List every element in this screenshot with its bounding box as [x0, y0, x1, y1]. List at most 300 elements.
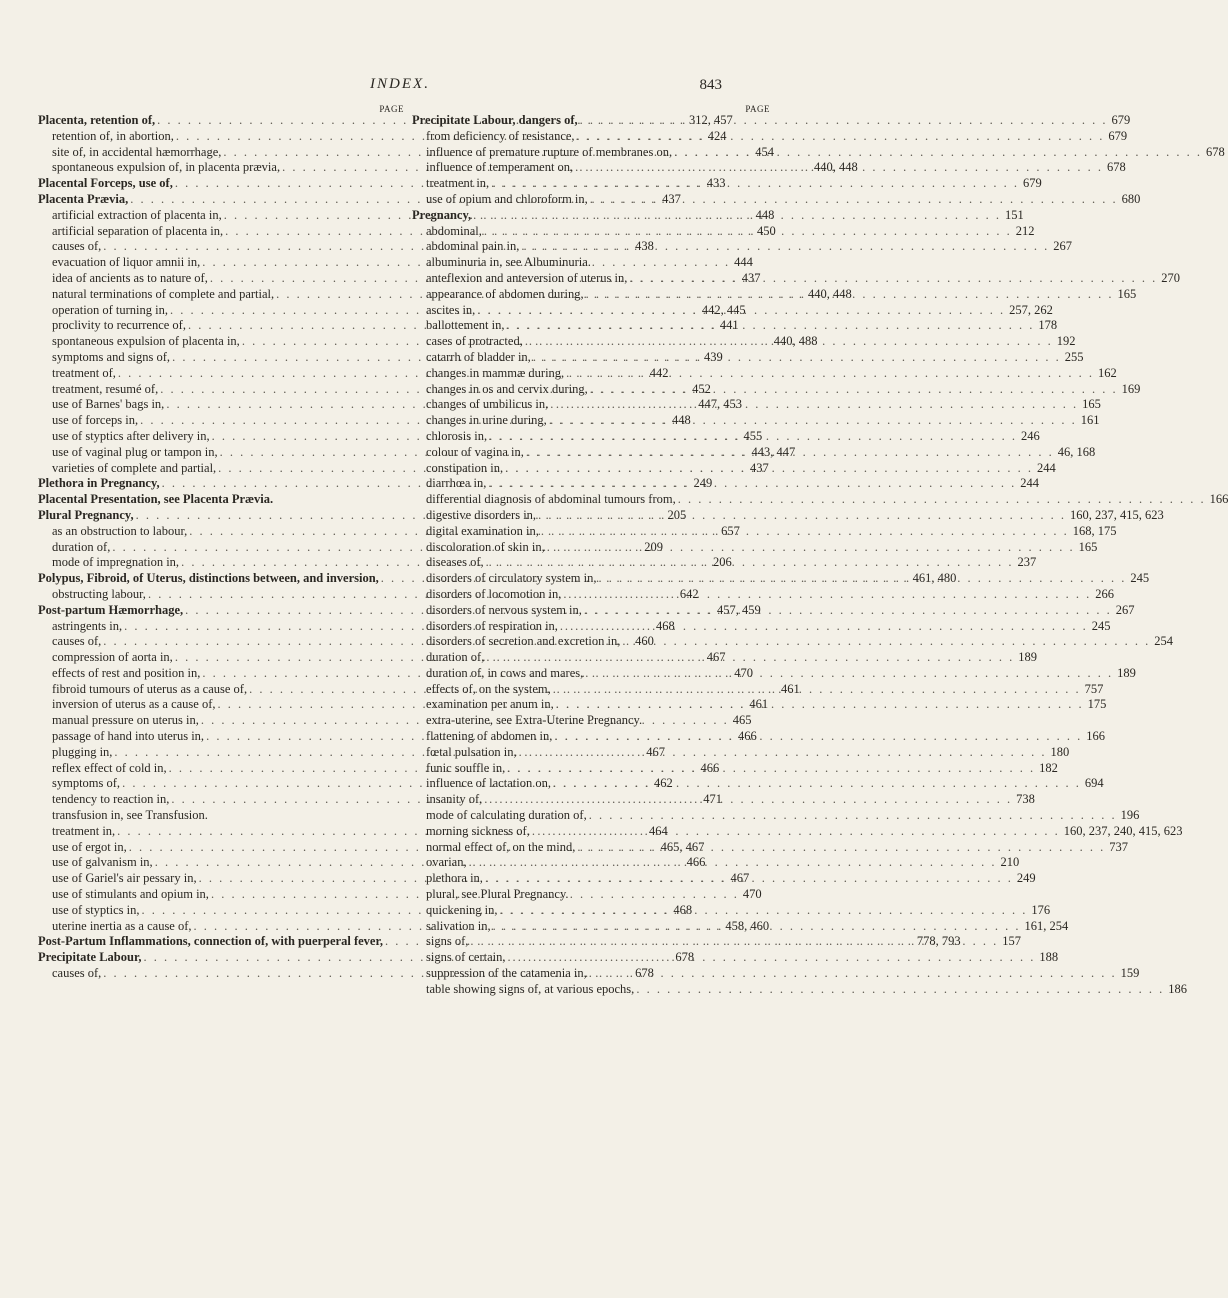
entry-text: examination per anum in,	[426, 697, 554, 712]
entry-text: diarrhœa in,	[426, 476, 487, 491]
leader-dots	[634, 982, 1166, 998]
index-entry	[412, 792, 1035, 808]
leader-dots	[475, 303, 1007, 319]
entry-page-ref: 438	[635, 239, 654, 254]
entry-page-ref: 205	[667, 507, 687, 522]
entry-text: artificial extraction of placenta in,	[52, 207, 222, 222]
entry-page-ref: 165	[1117, 286, 1137, 301]
entry-text: plugging in,	[52, 744, 113, 759]
entry-text: passage of hand into uterus in,	[52, 729, 205, 744]
index-entry	[412, 223, 1035, 240]
entry-page-ref: 267	[1053, 239, 1073, 254]
index-entry	[412, 413, 1100, 429]
entry-text: anteflexion and anteversion of uterus in,	[426, 270, 628, 285]
entry-text: diseases of,	[426, 555, 484, 570]
entry-text: abdominal,	[426, 223, 482, 238]
entry-text: disorders of locomotion in,	[426, 586, 562, 601]
leader-dots	[672, 145, 1204, 161]
entry-page-ref: 464	[649, 823, 668, 838]
leader-dots	[524, 445, 1056, 461]
entry-text: fœtal pulsation in,	[426, 744, 517, 759]
leader-dots	[491, 919, 1023, 935]
leader-dots	[471, 208, 1003, 224]
entry-text: ascites in,	[426, 302, 476, 317]
entry-text: reflex effect of cold in,	[52, 760, 167, 775]
entry-text: Precipitate Labour, dangers of,	[412, 113, 578, 127]
leader-dots	[582, 603, 1114, 619]
entry-text: digital examination in,	[426, 523, 539, 538]
entry-text: tendency to reaction in,	[52, 792, 170, 807]
entry-page-ref: 166	[1086, 729, 1105, 744]
entry-text: effects of rest and position in,	[52, 665, 201, 680]
entry-text: signs of,	[426, 934, 469, 949]
entry-text: plethora in,	[426, 871, 483, 886]
index-entry	[412, 760, 1058, 777]
entry-page-ref: 738	[1016, 792, 1035, 807]
entry-text: symptoms and signs of,	[52, 349, 171, 364]
entry-page-ref: 267	[1115, 602, 1135, 617]
leader-dots	[505, 761, 1037, 777]
entry-page-ref: 161	[1080, 413, 1100, 428]
entry-page-ref: 196	[1120, 808, 1140, 823]
entry-text: Post-partum Hæmorrhage,	[38, 602, 184, 617]
entry-text: use of styptics after delivery in,	[52, 428, 210, 443]
entry-text: changes in mammæ during,	[426, 365, 565, 380]
entry-page-ref: 312, 457	[688, 113, 733, 127]
entry-page-ref: 151	[1005, 207, 1024, 222]
entry-text: treatment in,	[426, 176, 490, 191]
entry-page-ref: 452	[692, 381, 711, 396]
entry-page-ref: 157	[1002, 934, 1021, 949]
index-entry	[412, 966, 1140, 982]
entry-page-ref: 680	[1121, 191, 1141, 206]
entry-page-ref: 657	[721, 523, 740, 538]
entry-text: inversion of uterus as a cause of,	[52, 697, 216, 712]
index-entry	[412, 191, 1141, 208]
entry-page-ref: 237	[1017, 555, 1037, 570]
leader-dots	[467, 855, 999, 871]
entry-text: cases of protracted,	[426, 334, 523, 349]
entry-page-ref: 182	[1039, 760, 1058, 775]
entry-text: influence of temperament on,	[426, 160, 574, 175]
index-entry	[412, 729, 1105, 745]
entry-page-ref: 462	[653, 776, 673, 791]
entry-text: disorders of circulatory system in,	[426, 571, 597, 586]
entry-text: Placental Forceps, use of,	[38, 176, 173, 191]
entry-page-ref: 440, 448	[813, 160, 858, 175]
entry-page-ref: 737	[1109, 839, 1129, 854]
entry-text: insanity of,	[426, 792, 483, 807]
entry-text: obstructing labour,	[52, 586, 146, 601]
entry-page-ref: 175	[1087, 697, 1107, 712]
entry-page-ref: 442, 445	[701, 302, 746, 317]
entry-page-ref: 461, 480	[912, 571, 957, 586]
entry-text: spontaneous expulsion of placenta in,	[52, 334, 240, 349]
leader-dots	[523, 334, 1055, 350]
entry-page-ref: 244	[1036, 460, 1056, 475]
leader-dots	[620, 634, 1152, 650]
entry-page-ref: 437	[750, 460, 769, 475]
entry-text: discoloration of skin in,	[426, 539, 545, 554]
entry-text: Placenta Prævia,	[38, 191, 129, 206]
entry-page-ref: 166	[1209, 492, 1228, 507]
index-entry	[412, 776, 1104, 792]
entry-text: influence of premature rupture of membranes on,	[426, 144, 673, 159]
entry-text: table showing signs of, at various epochs,	[426, 981, 635, 996]
entry-text: site of, in accidental hæmorrhage,	[52, 144, 222, 159]
entry-page-ref: 249	[1016, 871, 1036, 886]
index-entry	[412, 144, 1225, 161]
leader-dots	[536, 508, 1068, 524]
index-entry	[38, 492, 404, 508]
leader-dots	[548, 397, 1080, 413]
index-entry	[412, 918, 1069, 935]
entry-text: transfusion in, see Transfusion.	[52, 808, 208, 823]
entry-page-ref: 176	[1031, 902, 1051, 917]
entry-text: Plural Pregnancy,	[38, 507, 134, 522]
index-entry	[412, 744, 1070, 761]
entry-page-ref: 457, 459	[717, 602, 761, 617]
entry-text: signs of certain,	[426, 950, 506, 965]
entry-text: extra-uterine, see Extra-Uterine Pregnancy.	[426, 713, 643, 728]
entry-page-ref: 424	[707, 128, 727, 143]
entry-page-ref: 467	[730, 871, 750, 886]
entry-page-ref: 168, 175	[1072, 523, 1117, 538]
leader-dots	[578, 113, 1110, 129]
entry-page-ref: 159	[1120, 966, 1140, 981]
entry-page-ref: 443, 447	[751, 444, 796, 459]
leader-dots	[519, 239, 1051, 255]
entry-text: uterine inertia as a cause of,	[52, 918, 192, 933]
leader-dots	[545, 540, 1077, 556]
entry-text: retention of, in abortion,	[52, 128, 174, 143]
entry-text: flattening of abdomen in,	[426, 729, 553, 744]
entry-text: changes in urine during,	[426, 413, 547, 428]
entry-text: causes of,	[52, 239, 102, 254]
leader-dots	[503, 461, 1035, 477]
leader-dots	[588, 192, 1120, 208]
entry-text: chlorosis in,	[426, 428, 488, 443]
leader-dots	[486, 476, 1018, 492]
index-entry	[412, 428, 1040, 445]
entry-text: manual pressure on uterus in,	[52, 713, 199, 728]
entry-page-ref: 437	[741, 270, 761, 285]
entry-page-ref: 642	[679, 586, 699, 601]
entry-page-ref: 46, 168	[1057, 444, 1096, 459]
index-entry	[412, 492, 1228, 508]
entry-text: quickening in,	[426, 902, 498, 917]
index-entry	[38, 808, 404, 824]
entry-page-ref: 678	[635, 966, 654, 981]
leader-dots	[627, 271, 1159, 287]
index-entry	[412, 823, 1183, 840]
entry-page-ref: 678	[1205, 144, 1225, 159]
entry-page-ref: 266	[1095, 586, 1115, 601]
entry-page-ref: 466	[686, 855, 706, 870]
entry-text: Precipitate Labour,	[38, 950, 142, 965]
leader-dots	[587, 808, 1119, 824]
entry-page-ref: 448	[755, 207, 775, 222]
index-entry	[412, 270, 1180, 287]
entry-text: as an obstruction to labour,	[52, 523, 188, 538]
index-entry	[412, 602, 1135, 619]
leader-dots	[564, 366, 1096, 382]
entry-text: ovarian,	[426, 855, 467, 870]
entry-page-ref: 679	[1111, 113, 1131, 127]
leader-dots	[552, 729, 1084, 745]
entry-text: ballottement in,	[426, 318, 505, 333]
index-entry	[412, 397, 1101, 413]
entry-text: disorders of respiration in,	[426, 618, 558, 633]
entry-text: Pregnancy,	[412, 207, 472, 222]
entry-text: funic souffle in,	[426, 760, 506, 775]
entry-text: digestive disorders in,	[426, 507, 537, 522]
leader-dots	[573, 160, 1105, 176]
entry-text: treatment, resumé of,	[52, 381, 159, 396]
entry-page-ref: 455	[743, 428, 763, 443]
entry-text: albuminuria in, see Albuminuria.	[426, 255, 591, 270]
entry-page-ref: 450	[756, 223, 776, 238]
entry-text: causes of,	[52, 966, 102, 981]
leader-dots	[530, 824, 1062, 840]
index-entry	[412, 318, 1058, 334]
entry-text: Placental Presentation, see Placenta Prævia.	[38, 492, 274, 507]
entry-page-ref: 244	[1020, 476, 1040, 491]
entry-text: Post-Partum Inflammations, connection of, with puerperal fever,	[38, 934, 383, 949]
index-entry	[412, 239, 1073, 255]
running-header-title: INDEX.	[370, 76, 430, 92]
entry-text: treatment of,	[52, 365, 116, 380]
entry-page-ref: 448	[671, 413, 691, 428]
entry-page-ref: 757	[1084, 681, 1104, 696]
entry-page-ref: 246	[1020, 428, 1040, 443]
leader-dots	[547, 413, 1079, 429]
entry-page-ref: 188	[1039, 950, 1059, 965]
index-entry	[412, 523, 1117, 540]
entry-text: artificial separation of placenta in,	[52, 223, 224, 238]
leader-dots	[468, 934, 1000, 950]
entry-page-ref: 694	[1084, 776, 1104, 791]
entry-page-ref: 465, 467	[660, 839, 705, 854]
entry-text: normal effect of, on the mind,	[426, 839, 576, 854]
index-entry	[412, 618, 1111, 635]
entry-text: duration of, in cows and mares,	[426, 665, 584, 680]
index-entry	[412, 887, 770, 903]
entry-page-ref: 467	[706, 650, 726, 665]
leader-dots	[551, 682, 1083, 698]
entry-page-ref: 466	[737, 729, 757, 744]
entry-text: mode of calculating duration of,	[426, 808, 587, 823]
entry-text: use of stimulants and opium in,	[52, 887, 209, 902]
entry-text: evacuation of liquor amnii in,	[52, 255, 201, 270]
entry-page-ref: 192	[1056, 334, 1076, 349]
leader-dots	[583, 666, 1115, 682]
entry-page-ref: 461	[780, 681, 800, 696]
entry-page-ref: 212	[1015, 223, 1035, 238]
entry-text: fibroid tumours of uterus as a cause of,	[52, 681, 248, 696]
leader-dots	[539, 524, 1071, 540]
index-entry	[412, 476, 1040, 492]
entry-text: spontaneous expulsion of, in placenta prævia,	[52, 160, 281, 175]
index-entry	[412, 365, 1117, 382]
entry-page-ref: 160, 237, 240, 415, 623	[1063, 823, 1183, 838]
entry-text: duration of,	[426, 650, 485, 665]
index-entry	[412, 650, 1037, 666]
leader-dots	[487, 429, 1019, 445]
entry-page-ref: 447, 453	[698, 397, 742, 412]
entry-page-ref: 467	[646, 744, 666, 759]
entry-text: colour of vagina in,	[426, 444, 524, 459]
leader-dots	[482, 792, 1014, 808]
index-entry	[412, 302, 1053, 319]
entry-page-ref: 180	[1050, 744, 1070, 759]
index-entry	[412, 713, 770, 729]
entry-page-ref: 245	[1091, 618, 1111, 633]
entry-text: use of styptics in,	[52, 902, 140, 917]
entry-text: use of ergot in,	[52, 839, 127, 854]
entry-text: suppression of the catamenia in,	[426, 966, 587, 981]
index-entry	[412, 255, 770, 271]
entry-page-ref: 678	[1107, 160, 1126, 175]
entry-page-ref: 471	[703, 792, 722, 807]
leader-dots	[482, 224, 1014, 240]
entry-text: proclivity to recurrence of,	[52, 318, 186, 333]
leader-dots	[483, 871, 1015, 887]
index-entry	[412, 950, 1059, 966]
entry-text: use of opium and chloroform in,	[426, 191, 588, 206]
index-entry	[412, 207, 1024, 224]
page-number: 843	[699, 77, 722, 93]
entry-page-ref: 778, 793	[916, 934, 961, 949]
entry-page-ref: 441	[719, 318, 739, 333]
entry-page-ref: 161, 254	[1024, 918, 1069, 933]
index-entry	[412, 981, 1187, 998]
entry-page-ref: 440, 488	[773, 334, 818, 349]
entry-text: treatment in,	[52, 823, 116, 838]
page-column-label: PAGE	[379, 104, 404, 114]
entry-page-ref: 460	[635, 634, 654, 649]
leader-dots	[575, 840, 1107, 856]
entry-page-ref: 210	[1000, 855, 1020, 870]
entry-text: symptoms of,	[52, 776, 121, 791]
entry-text: duration of,	[52, 539, 111, 554]
leader-dots	[676, 492, 1208, 508]
index-entry	[412, 113, 1131, 129]
entry-text: effects of, on the system,	[426, 681, 551, 696]
index-entry	[412, 665, 1136, 682]
entry-page-ref: 461	[749, 697, 769, 712]
entry-page-ref: 468	[656, 618, 675, 633]
entry-text: use of Barnes' bags in,	[52, 397, 165, 412]
entry-text: varieties of complete and partial,	[52, 460, 217, 475]
index-entry	[412, 839, 1129, 856]
entry-text: changes in os and cervix during,	[426, 381, 588, 396]
leader-dots	[588, 382, 1120, 398]
page-column-label: PAGE	[745, 104, 770, 114]
entry-text: compression of aorta in,	[52, 650, 173, 665]
leader-dots	[498, 903, 1030, 919]
entry-text: salivation in,	[426, 918, 491, 933]
entry-page-ref: 209	[644, 539, 663, 554]
entry-page-ref: 437	[662, 191, 681, 206]
leader-dots	[504, 318, 1036, 334]
index-entry	[412, 555, 1037, 571]
index-entry	[412, 855, 1020, 871]
entry-page-ref: 678	[675, 950, 695, 965]
leader-dots	[484, 650, 1016, 666]
leader-dots	[596, 571, 1128, 587]
entry-page-ref: 433	[706, 176, 726, 191]
index-entry	[412, 634, 1174, 650]
entry-page-ref: 160, 237, 415, 623	[1069, 507, 1164, 522]
entry-page-ref: 679	[1108, 128, 1128, 143]
leader-dots	[554, 697, 1086, 713]
entry-text: use of forceps in,	[52, 413, 139, 428]
leader-dots	[551, 776, 1083, 792]
index-entry	[412, 507, 1164, 524]
entry-page-ref: 169	[1121, 381, 1141, 396]
entry-page-ref: 255	[1064, 349, 1084, 364]
entry-text: disorders of secretion and excretion in,	[426, 634, 621, 649]
entry-text: disorders of nervous system in,	[426, 602, 582, 617]
entry-text: morning sickness of,	[426, 823, 530, 838]
index-entry	[412, 381, 1141, 398]
entry-text: appearance of abdomen during,	[426, 286, 584, 301]
entry-page-ref: 186	[1168, 981, 1187, 996]
index-entry	[412, 460, 1056, 477]
leader-dots	[584, 287, 1116, 303]
entry-page-ref: 162	[1098, 365, 1117, 380]
entry-page-ref: 254	[1154, 634, 1174, 649]
entry-text: influence of lactation on,	[426, 776, 551, 791]
index-entry	[412, 128, 1128, 145]
entry-page-ref: 270	[1161, 270, 1180, 285]
index-entry	[412, 902, 1051, 919]
entry-text: use of Gariel's air pessary in,	[52, 871, 197, 886]
entry-text: idea of ancients as to nature of,	[52, 270, 208, 285]
entry-page-ref: 249	[693, 476, 713, 491]
entry-text: abdominal pain in,	[426, 239, 520, 254]
entry-text: operation of turning in,	[52, 302, 168, 317]
entry-page-ref: 442	[649, 365, 669, 380]
entry-page-ref: 206	[712, 555, 732, 570]
entry-text: Polypus, Fibroid, of Uterus, distinctions between, and inversion,	[38, 571, 379, 586]
entry-page-ref: 245	[1130, 571, 1150, 586]
leader-dots	[506, 950, 1038, 966]
index-entry	[412, 586, 1115, 603]
entry-text: changes of umbilicus in,	[426, 397, 549, 412]
entry-page-ref: 470	[742, 887, 762, 902]
leader-dots	[531, 350, 1063, 366]
leader-dots	[561, 587, 1093, 603]
entry-text: use of galvanism in,	[52, 855, 153, 870]
entry-page-ref: 466	[700, 760, 720, 775]
leader-dots	[575, 129, 1107, 145]
entry-text: from deficiency of resistance,	[426, 128, 575, 143]
index-entry	[412, 697, 1107, 713]
index-entry	[412, 349, 1084, 366]
entry-page-ref: 165	[1078, 539, 1098, 554]
entry-text: natural terminations of complete and partial,	[52, 286, 275, 301]
entry-text: plural, see Plural Pregnancy.	[426, 887, 569, 902]
entry-page-ref: 454	[755, 144, 775, 159]
entry-page-ref: 444	[734, 255, 753, 270]
entry-page-ref: 165	[1082, 397, 1101, 412]
entry-page-ref: 679	[1023, 176, 1042, 191]
entry-page-ref: 189	[1117, 665, 1136, 680]
leader-dots	[489, 176, 1021, 192]
entry-text: differential diagnosis of abdominal tumours from,	[426, 492, 676, 507]
